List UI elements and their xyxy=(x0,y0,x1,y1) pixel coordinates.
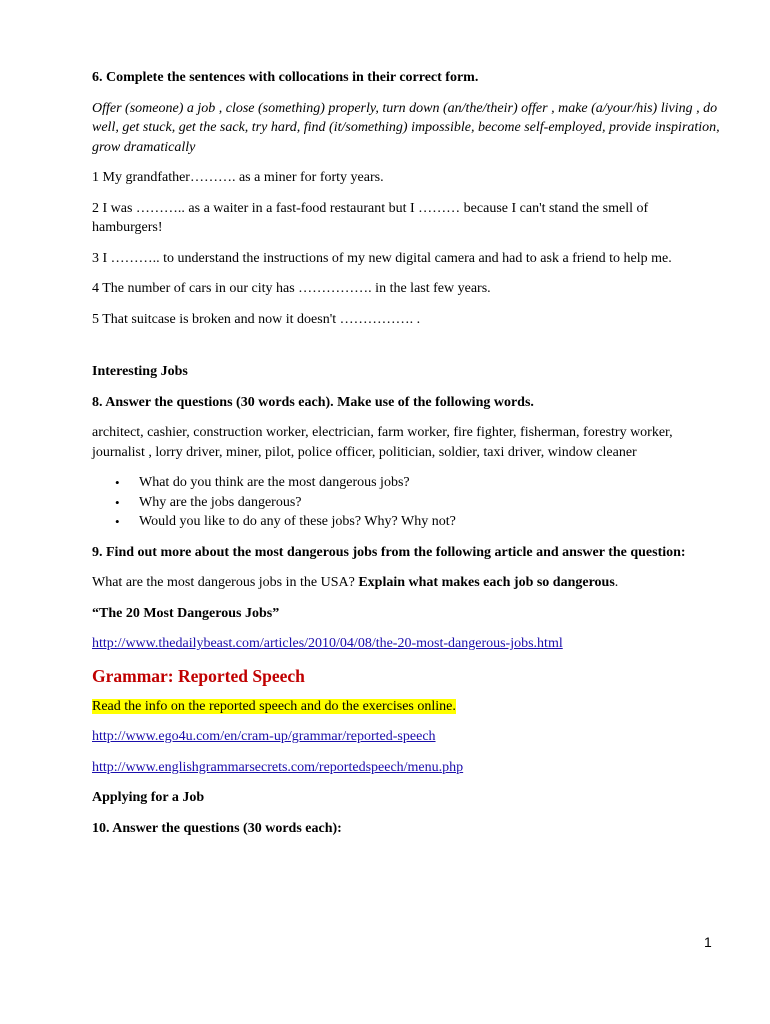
question-text: What do you think are the most dangerous jobs? xyxy=(139,475,410,490)
sentence-4: 4 The number of cars in our city has ……………. in the last few years. xyxy=(92,281,491,296)
article-title: “The 20 Most Dangerous Jobs” xyxy=(92,605,280,621)
list-item xyxy=(115,473,722,493)
dailybeast-link[interactable]: http://www.thedailybeast.com/articles/2010/04/08/the-20-most-dangerous-jobs.html xyxy=(92,636,563,651)
question-plain: What are the most dangerous jobs in the USA? xyxy=(92,575,359,590)
bullet-icon: • xyxy=(115,475,120,490)
question-bold: Explain what makes each job so dangerous xyxy=(358,575,615,590)
grammar-instruction: Read the info on the reported speech and do the exercises online. xyxy=(92,698,456,714)
ego4u-link-line xyxy=(92,727,722,747)
grammar-instruction-line xyxy=(92,697,722,717)
exercise-9-question xyxy=(92,573,722,593)
sentence-5: 5 That suitcase is broken and now it doesn't ……………. . xyxy=(92,311,421,327)
grammarsecrets-link[interactable]: http://www.englishgrammarsecrets.com/reportedspeech/menu.php xyxy=(92,759,464,775)
bullet-icon: • xyxy=(115,494,120,510)
applying-heading: Applying for a Job xyxy=(92,790,205,805)
grammar-heading: Grammar: Reported Speech xyxy=(92,665,305,686)
ego4u-link[interactable]: http://www.ego4u.com/en/cram-up/grammar/reported-speech xyxy=(92,729,436,744)
sentence-2: 2 I was ……….. as a waiter in a fast-food restaurant but I ……… because I can't stand the smell of hamburgers! xyxy=(92,200,649,235)
grammarsecrets-link-line xyxy=(92,758,722,778)
bullet-icon: • xyxy=(115,514,120,529)
page-number: 1 xyxy=(704,934,712,950)
question-text: Would you like to do any of these jobs? Why? Why not? xyxy=(139,514,456,529)
question-text: Why are the jobs dangerous? xyxy=(139,494,302,510)
collocation-word-bank: Offer (someone) a job , close (something) properly, turn down (an/the/their) offer , make (a/your/his) living , do well, get stuck, get the sack, try hard, find (it/something) impossible, become self-employed, provide inspiration, grow dramatically xyxy=(92,100,720,155)
article-link-line xyxy=(92,634,722,654)
spacer xyxy=(92,340,722,362)
list-item xyxy=(115,493,722,513)
question-list xyxy=(92,473,722,532)
interesting-jobs-heading: Interesting Jobs xyxy=(92,364,188,379)
page-content xyxy=(92,68,722,849)
sentence-1: 1 My grandfather………. as a miner for forty years. xyxy=(92,170,384,185)
exercise-10-heading: 10. Answer the questions (30 words each): xyxy=(92,820,342,836)
exercise-9-heading: 9. Find out more about the most dangerous jobs from the following article and answer the question: xyxy=(92,544,686,560)
list-item xyxy=(115,512,722,532)
exercise-6-heading: 6. Complete the sentences with collocations in their correct form. xyxy=(92,70,479,85)
exercise-8-heading: 8. Answer the questions (30 words each). Make use of the following words. xyxy=(92,394,534,410)
sentence-3: 3 I ……….. to understand the instructions of my new digital camera and had to ask a friend to help me. xyxy=(92,250,672,266)
jobs-word-list: architect, cashier, construction worker, electrician, farm worker, fire fighter, fisherman, forestry worker, journalist , lorry driver, miner, pilot, police officer, politician, soldier, taxi driver, window cleaner xyxy=(92,425,673,460)
question-end: . xyxy=(614,575,619,590)
